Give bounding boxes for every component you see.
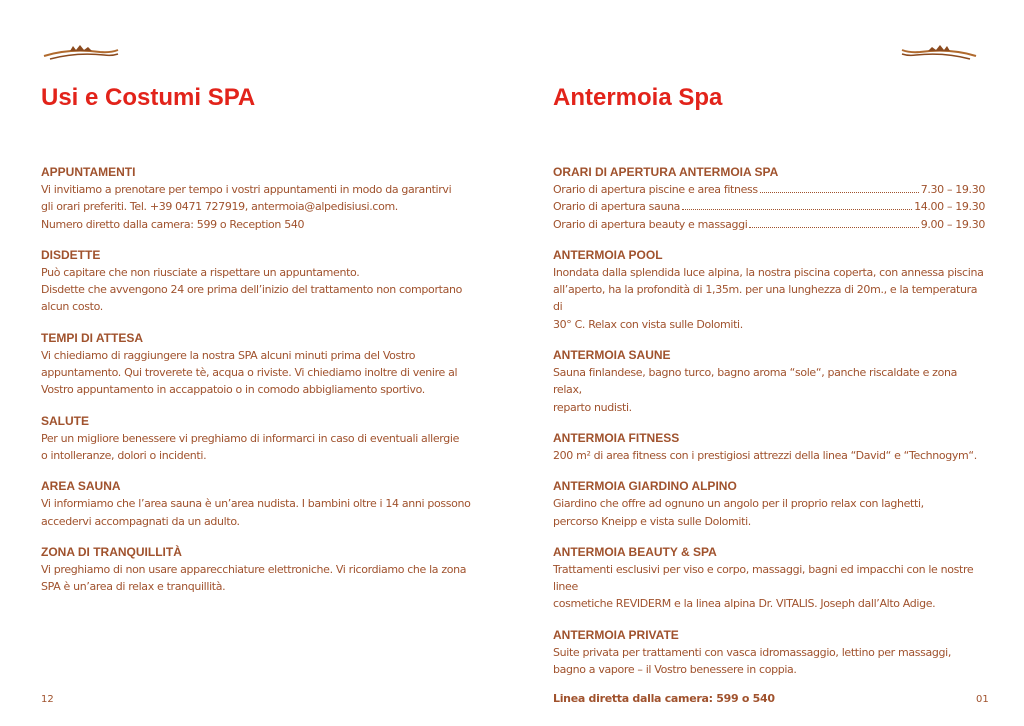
section-body — [41, 264, 481, 316]
section-heading: ANTERMOIA SAUNE — [553, 348, 671, 363]
text-line: Sauna finlandese, bagno turco, bagno aroma “sole“, panche riscaldate e zona relax, — [553, 366, 958, 397]
section-antermoia-pool — [553, 247, 985, 333]
text-line: Per un migliore benessere vi preghiamo di informarci in caso di eventuali allergie — [41, 431, 460, 445]
right-page — [512, 0, 1024, 726]
text-line: alcun costo. — [41, 300, 103, 314]
direct-line-note: Linea diretta dalla camera: 599 o 540 — [553, 692, 775, 706]
text-line: o intolleranze, dolori o incidenti. — [41, 448, 207, 462]
section-body — [553, 447, 985, 464]
text-line: reparto nudisti. — [553, 400, 632, 414]
text-line: accedervi accompagnati da un adulto. — [41, 514, 240, 528]
text-line: Vi invitiamo a prenotare per tempo i vostri appuntamenti in modo da garantirvi — [41, 183, 452, 196]
text-line: Vi preghiamo di non usare apparecchiature elettroniche. Vi ricordiamo che la zona — [41, 562, 467, 576]
text-line: Vi chiediamo di raggiungere la nostra SPA alcuni minuti prima del Vostro — [41, 348, 416, 362]
section-heading: APPUNTAMENTI — [41, 165, 136, 179]
hours-table — [553, 181, 985, 233]
page-title: Usi e Costumi SPA — [41, 84, 256, 111]
section-heading: DISDETTE — [41, 247, 101, 262]
hours-row — [553, 198, 985, 215]
text-line: 30° C. Relax con vista sulle Dolomiti. — [553, 317, 743, 331]
page-number: 01 — [976, 694, 989, 705]
dot-leader — [749, 227, 918, 228]
right-content — [553, 164, 985, 705]
section-heading: ANTERMOIA GIARDINO ALPINO — [553, 479, 737, 494]
text-line: all’aperto, ha la profondità di 1,35m. per una lunghezza di 20m., e la temperatura di — [553, 283, 978, 314]
section-antermoia-giardino-alpino — [553, 478, 985, 530]
section-appuntamenti — [41, 164, 481, 233]
text-line: appuntamento. Qui troverete tè, acqua o riviste. Vi chiediamo inoltre di venire al — [41, 366, 458, 380]
section-salute — [41, 413, 481, 465]
hours-section — [553, 164, 985, 233]
text-line: cosmetiche REVIDERM e la linea alpina Dr. VITALIS. Joseph dall’Alto Adige. — [553, 597, 936, 611]
text-line: SPA è un’area di relax e tranquillità. — [41, 580, 226, 594]
hours-value: 7.30 – 19.30 — [920, 183, 985, 196]
section-heading: TEMPI DI ATTESA — [41, 330, 143, 345]
section-heading: SALUTE — [41, 413, 89, 428]
text-line: 200 m² di area fitness con i prestigiosi attrezzi della linea “David“ e “Technogym“. — [553, 448, 977, 462]
section-body — [41, 347, 481, 399]
page-number: 12 — [41, 694, 54, 705]
section-heading: AREA SAUNA — [41, 479, 121, 494]
section-antermoia-fitness — [553, 430, 985, 464]
hours-row — [553, 216, 985, 233]
section-heading: ZONA DI TRANQUILLITÀ — [41, 544, 182, 559]
hotel-logo-icon — [900, 40, 980, 62]
text-line: Numero diretto dalla camera: 599 o Reception 540 — [41, 217, 305, 231]
section-body — [553, 364, 985, 416]
text-line: Giardino che offre ad ognuno un angolo per il proprio relax con laghetti, — [553, 497, 924, 511]
text-line: Trattamenti esclusivi per viso e corpo, massaggi, bagni ed impacchi con le nostre linee — [553, 562, 974, 594]
text-line: Disdette che avvengono 24 ore prima dell’inizio del trattamento non comportano — [41, 283, 462, 297]
section-body — [41, 561, 481, 596]
section-body — [553, 561, 985, 613]
dot-leader — [760, 192, 919, 193]
text-line: Suite privata per trattamenti con vasca idromassaggio, lettino per massaggi, — [553, 645, 951, 659]
text-line: bagno a vapore – il Vostro benessere in coppia. — [553, 663, 797, 677]
section-zona-di-tranquillit- — [41, 544, 481, 596]
hours-label: Orario di apertura sauna — [553, 200, 681, 214]
text-line: Vi informiamo che l’area sauna è un’area nudista. I bambini oltre i 14 anni possono — [41, 497, 471, 511]
text-line: Può capitare che non riusciate a rispettare un appuntamento. — [41, 265, 360, 279]
hours-value: 9.00 – 19.30 — [920, 217, 985, 231]
section-antermoia-private — [553, 627, 985, 679]
right-sections — [553, 247, 985, 678]
section-area-sauna — [41, 478, 481, 530]
section-body — [41, 495, 481, 530]
hours-label: Orario di apertura piscine e area fitness — [553, 183, 758, 196]
hours-label: Orario di apertura beauty e massaggi — [553, 217, 748, 231]
section-antermoia-saune — [553, 347, 985, 416]
left-content — [41, 164, 481, 609]
section-body — [553, 495, 985, 530]
section-heading: ANTERMOIA POOL — [553, 247, 663, 262]
section-heading: ANTERMOIA PRIVATE — [553, 627, 679, 642]
section-body — [553, 264, 985, 333]
section-heading: ANTERMOIA FITNESS — [553, 430, 680, 445]
hotel-logo-icon — [40, 40, 120, 62]
section-heading: ANTERMOIA BEAUTY & SPA — [553, 544, 717, 559]
section-tempi-di-attesa — [41, 330, 481, 399]
section-body — [41, 430, 481, 465]
section-antermoia-beauty-spa — [553, 544, 985, 613]
left-sections — [41, 164, 481, 595]
page-title: Antermoia Spa — [553, 84, 723, 111]
section-body — [553, 644, 985, 679]
section-disdette — [41, 247, 481, 316]
hours-row — [553, 181, 985, 198]
text-line: Inondata dalla splendida luce alpina, la nostra piscina coperta, con annessa piscina — [553, 265, 984, 279]
hours-value: 14.00 – 19.30 — [914, 200, 985, 214]
dot-leader — [682, 209, 912, 210]
section-body — [41, 181, 481, 233]
text-line: Vostro appuntamento in accappatoio o in comodo abbigliamento sportivo. — [41, 383, 425, 397]
section-heading: ORARI DI APERTURA ANTERMOIA SPA — [553, 165, 779, 179]
text-line: gli orari preferiti. Tel. +39 0471 727919, antermoia@alpedisiusi.com. — [41, 200, 398, 214]
text-line: percorso Kneipp e vista sulle Dolomiti. — [553, 514, 751, 528]
